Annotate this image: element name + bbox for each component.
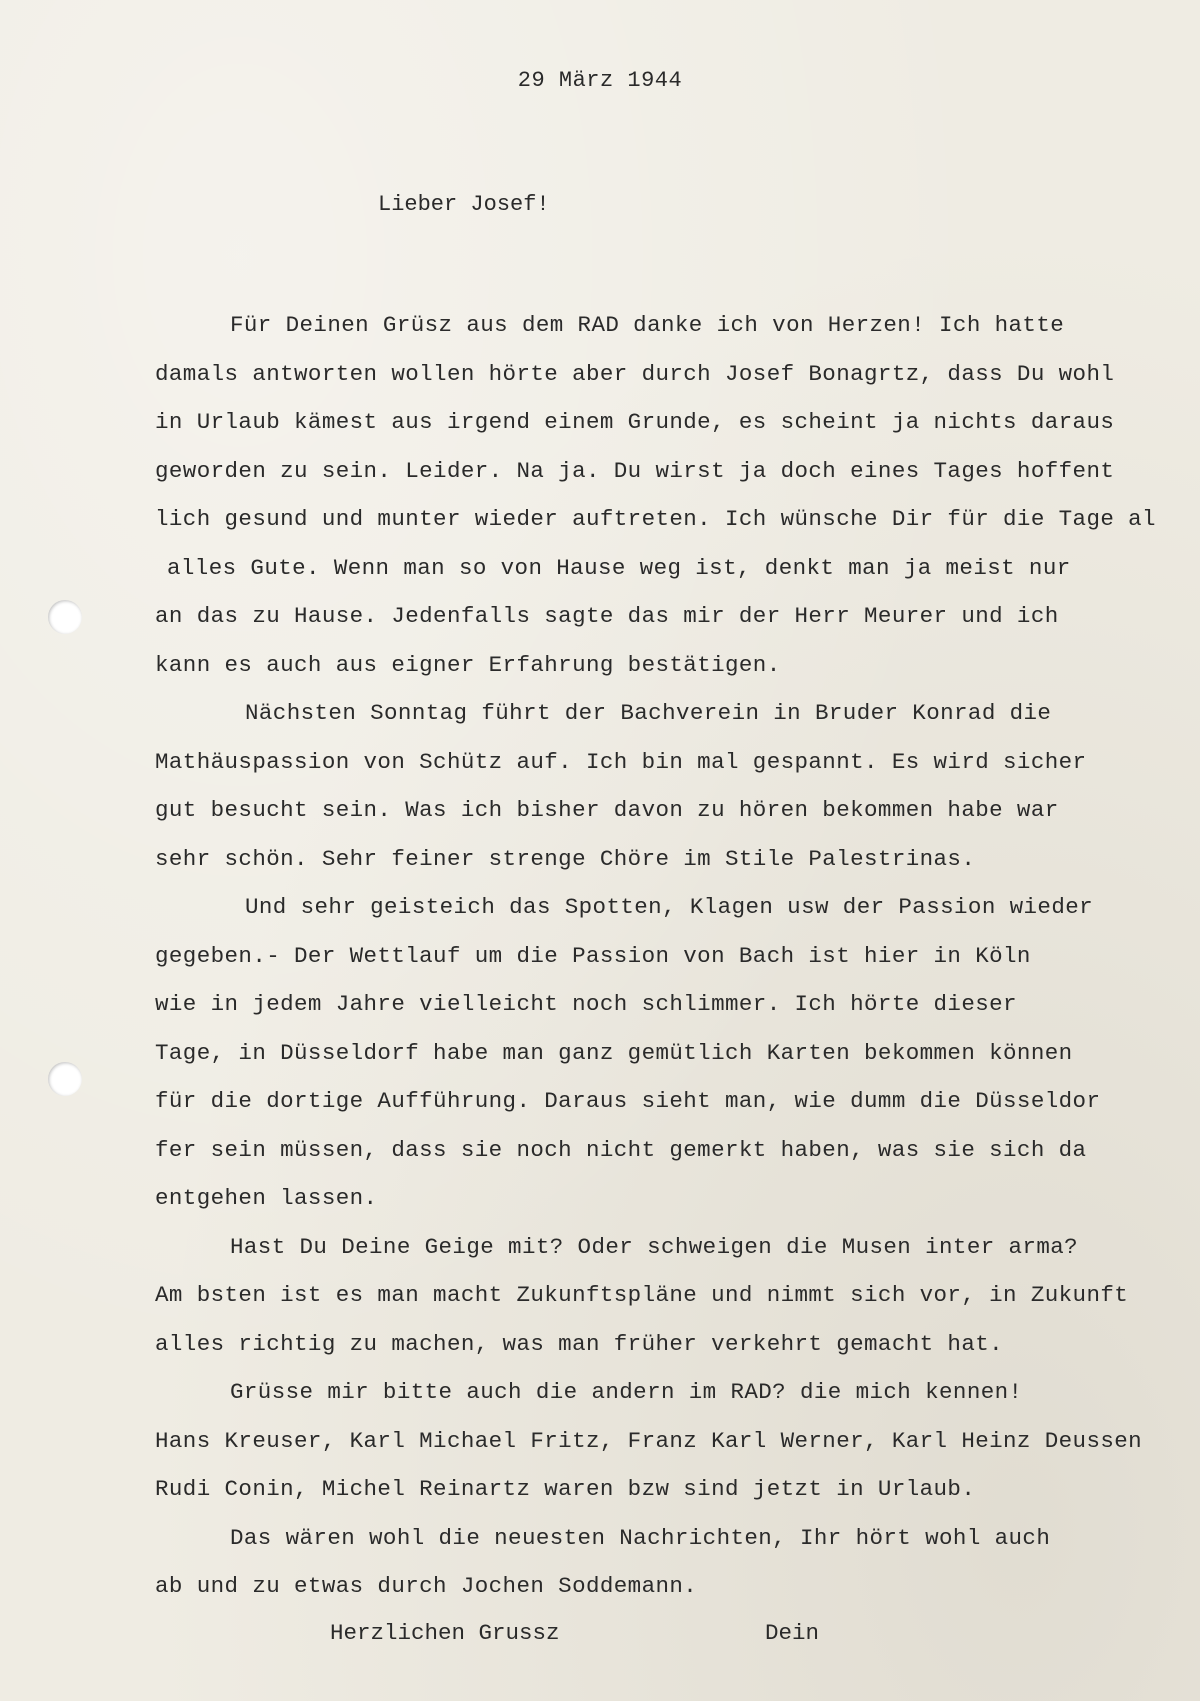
letter-line: für die dortige Aufführung. Daraus sieht man, wie dumm die Düsseldor [155, 1088, 1101, 1114]
letter-line: ab und zu etwas durch Jochen Soddemann. [155, 1573, 698, 1599]
letter-line: alles Gute. Wenn man so von Hause weg ist, denkt man ja meist nur [167, 554, 1071, 581]
letter-line: Rudi Conin, Michel Reinartz waren bzw sind jetzt in Urlaub. [155, 1476, 976, 1502]
letter-line: geworden zu sein. Leider. Na ja. Du wirst ja doch eines Tages hoffent [155, 457, 1115, 484]
letter-line: damals antworten wollen hörte aber durch Josef Bonagrtz, dass Du wohl [155, 360, 1115, 387]
letter-line: Grüsse mir bitte auch die andern im RAD? die mich kennen! [230, 1379, 1023, 1405]
letter-line: alles richtig zu machen, was man früher verkehrt gemacht hat. [155, 1330, 1004, 1357]
letter-line: Am bsten ist es man macht Zukunftspläne und nimmt sich vor, in Zukunft [155, 1282, 1129, 1308]
letter-salutation: Lieber Josef! [378, 192, 550, 217]
letter-line: Das wären wohl die neuesten Nachrichten, Ihr hört wohl auch [230, 1524, 1051, 1551]
closing-greeting: Herzlichen Grussz [330, 1620, 560, 1646]
letter-line: Hast Du Deine Geige mit? Oder schweigen die Musen inter arma? [230, 1233, 1079, 1260]
letter-line: lich gesund und munter wieder auftreten. Ich wünsche Dir für die Tage al [155, 506, 1156, 532]
punch-hole [48, 600, 82, 634]
letter-line: Für Deinen Grüsz aus dem RAD danke ich von Herzen! Ich hatte [230, 312, 1065, 338]
letter-line: Nächsten Sonntag führt der Bachverein in Bruder Konrad die [245, 700, 1052, 726]
letter-line: Hans Kreuser, Karl Michael Fritz, Franz Karl Werner, Karl Heinz Deussen [155, 1427, 1143, 1454]
letter-line: Mathäuspassion von Schütz auf. Ich bin mal gespannt. Es wird sicher [155, 748, 1087, 775]
letter-line: Tage, in Düsseldorf habe man ganz gemütlich Karten bekommen können [155, 1039, 1073, 1066]
letter-line: entgehen lassen. [155, 1185, 378, 1211]
letter-line: wie in jedem Jahre vielleicht noch schlimmer. Ich hörte dieser [155, 991, 1017, 1017]
letter-line: gegeben.- Der Wettlauf um die Passion von Bach ist hier in Köln [155, 942, 1031, 969]
letter-line: sehr schön. Sehr feiner strenge Chöre im Stile Palestrinas. [155, 845, 976, 872]
punch-hole [48, 1062, 82, 1096]
letter-line: kann es auch aus eigner Erfahrung bestätigen. [155, 651, 781, 678]
letter-line: gut besucht sein. Was ich bisher davon zu hören bekommen habe war [155, 797, 1059, 823]
letter-line: Und sehr geisteich das Spotten, Klagen usw der Passion wieder [245, 894, 1094, 920]
letter-line: an das zu Hause. Jedenfalls sagte das mir der Herr Meurer und ich [155, 603, 1059, 629]
letter-line: in Urlaub kämest aus irgend einem Grunde, es scheint ja nichts daraus [155, 409, 1115, 435]
letter-line: fer sein müssen, dass sie noch nicht gemerkt haben, was sie sich da [155, 1136, 1087, 1163]
letter-date: 29 März 1944 [517, 68, 683, 93]
letter-body [155, 310, 1165, 1620]
closing-signature: Dein [765, 1620, 820, 1646]
letter-closing [0, 1620, 1200, 1660]
